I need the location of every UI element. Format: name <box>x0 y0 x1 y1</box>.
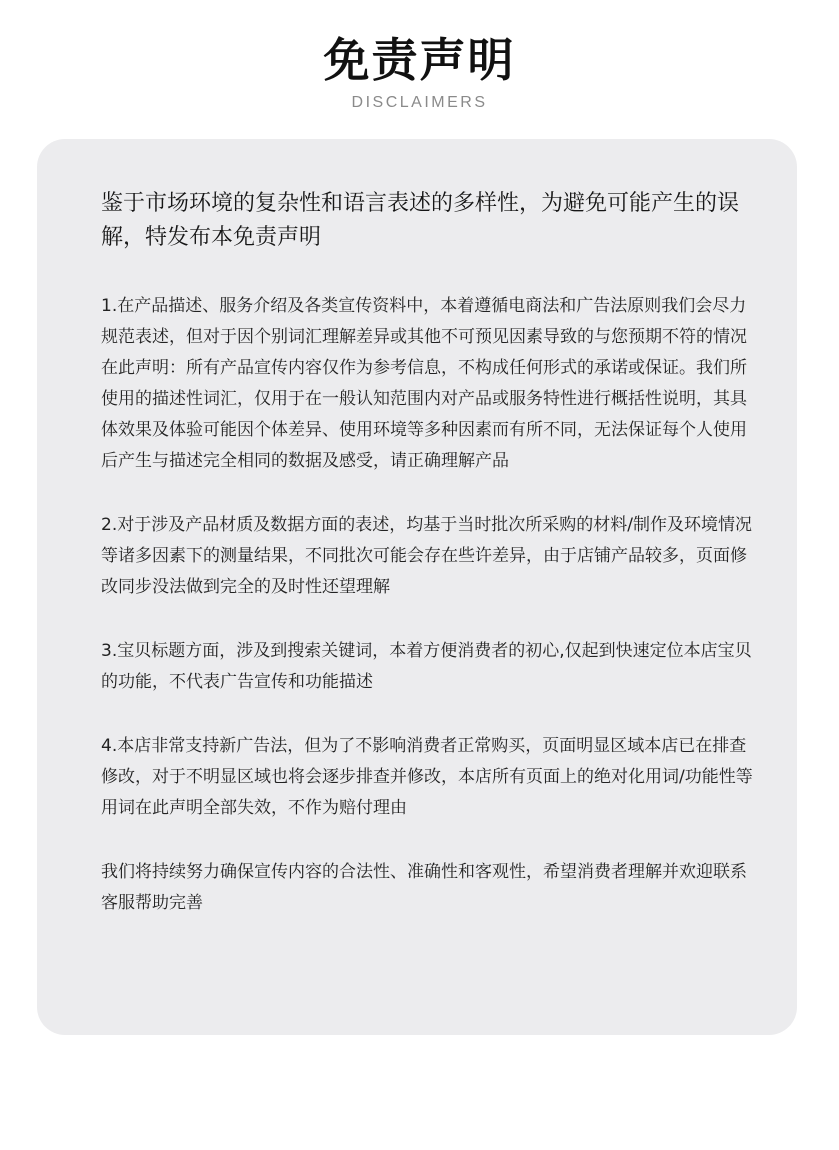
paragraph-1: 1.在产品描述、服务介绍及各类宣传资料中，本着遵循电商法和广告法原则我们会尽力规范表述，但对于因个别词汇理解差异或其他不可预见因素导致的与您预期不符的情况在此声明：所有产品宣传内容仅作为参考信息，不构成任何形式的承诺或保证。我们所使用的描述性词汇，仅用于在一般认知范围内对产品或服务特性进行概括性说明，其具体效果及体验可能因个体差异、使用环境等多种因素而有所不同，无法保证每个人使用后产生与描述完全相同的数据及感受，请正确理解产品 <box>101 296 747 471</box>
page-title: 免责声明 <box>323 33 516 87</box>
paragraph-2: 2.对于涉及产品材质及数据方面的表述，均基于当时批次所采购的材料/制作及环境情况等诸多因素下的测量结果，不同批次可能会存在些许差异，由于店铺产品较多，页面修改同步没法做到完全的及时性还望理解 <box>101 515 752 597</box>
paragraph-3: 3.宝贝标题方面，涉及到搜索关键词，本着方便消费者的初心,仅起到快速定位本店宝贝的功能，不代表广告宣传和功能描述 <box>101 641 752 692</box>
paragraph-4: 4.本店非常支持新广告法，但为了不影响消费者正常购买，页面明显区域本店已在排查修改，对于不明显区域也将会逐步排查并修改，本店所有页面上的绝对化用词/功能性等用词在此声明全部失效，不作为赔付理由 <box>101 736 753 818</box>
closing-paragraph: 我们将持续努力确保宣传内容的合法性、准确性和客观性，希望消费者理解并欢迎联系客服帮助完善 <box>101 862 747 913</box>
disclaimer-card <box>37 139 797 1035</box>
intro-text: 鉴于市场环境的复杂性和语言表述的多样性，为避免可能产生的误解，特发布本免责声明 <box>101 191 740 250</box>
page-subtitle: DISCLAIMERS <box>351 94 488 111</box>
